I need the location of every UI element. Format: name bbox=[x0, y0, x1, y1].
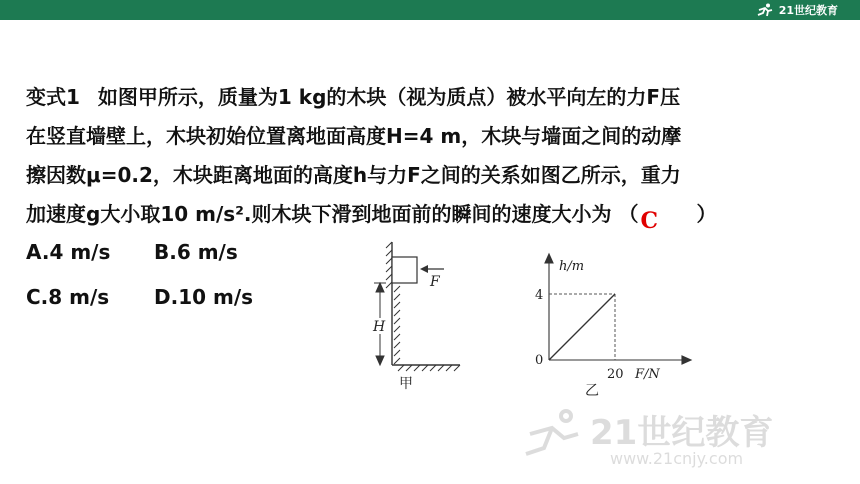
y-axis-label: h/m bbox=[559, 259, 585, 274]
option-a: A.4 m/s bbox=[26, 240, 111, 264]
y-tick-label: 4 bbox=[535, 288, 544, 303]
x-axis-label: F/N bbox=[635, 367, 660, 382]
problem-line-2: 在竖直墙壁上，木块初始位置离地面高度H=4 m，木块与墙面之间的动摩 bbox=[26, 124, 682, 148]
figure-jia bbox=[362, 240, 472, 394]
option-c: C.8 m/s bbox=[26, 285, 110, 309]
height-label: H bbox=[373, 319, 386, 335]
logo-text: 21世纪教育 bbox=[778, 4, 838, 17]
site-logo bbox=[755, 2, 838, 18]
caption-yi: 乙 bbox=[585, 383, 599, 399]
runner-logo-icon bbox=[755, 3, 775, 17]
option-d: D.10 m/s bbox=[154, 285, 254, 309]
header-bar bbox=[0, 0, 860, 20]
problem-label: 变式1 bbox=[26, 85, 80, 109]
problem-line-3: 擦因数μ=0.2，木块距离地面的高度h与力F之间的关系如图乙所示，重力 bbox=[26, 163, 681, 187]
caption-jia: 甲 bbox=[399, 376, 413, 390]
origin-label: 0 bbox=[535, 353, 544, 368]
watermark-logo-icon bbox=[526, 411, 578, 454]
options bbox=[26, 240, 282, 330]
problem-text bbox=[26, 78, 846, 234]
force-arrow bbox=[420, 265, 444, 273]
watermark-text: 21世纪教育 bbox=[590, 413, 774, 453]
figure-yi bbox=[525, 250, 700, 404]
block bbox=[392, 257, 417, 283]
x-tick-label: 20 bbox=[607, 367, 624, 382]
data-line bbox=[549, 294, 615, 360]
problem-line-1: 变式1 如图甲所示，质量为1 kg的木块（视为质点）被水平向左的力F压 bbox=[26, 85, 681, 109]
answer-mark: C bbox=[640, 208, 659, 234]
watermark-url: www.21cnjy.com bbox=[610, 449, 744, 468]
force-label: F bbox=[430, 274, 440, 290]
problem-line-4: 加速度g大小取10 m/s².则木块下滑到地面前的瞬间的速度大小为 （ C ） bbox=[26, 195, 846, 234]
option-b: B.6 m/s bbox=[154, 240, 238, 264]
watermark bbox=[520, 408, 850, 472]
